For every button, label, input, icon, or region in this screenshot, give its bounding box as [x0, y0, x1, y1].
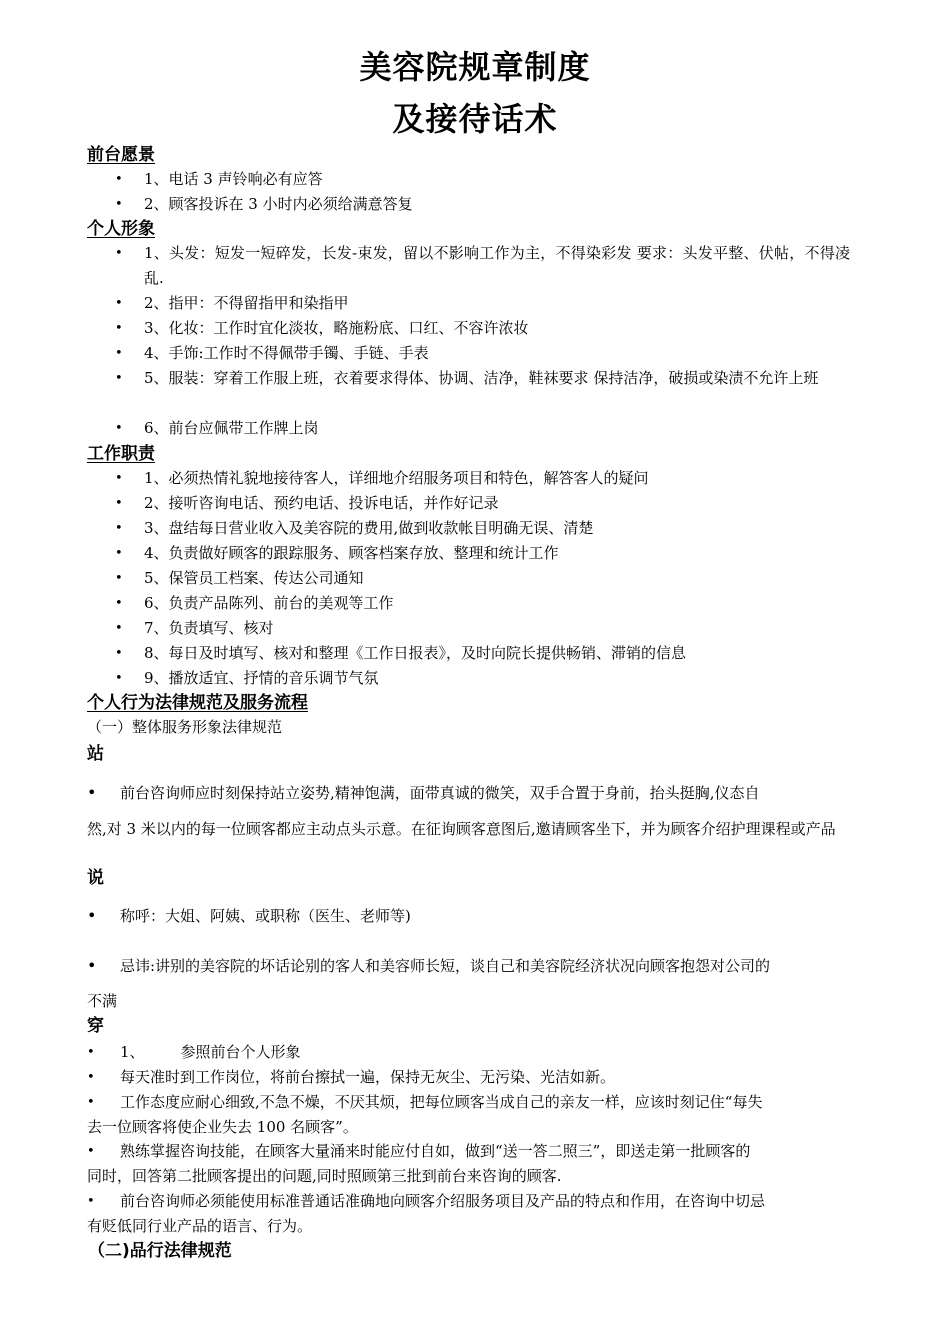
list-item: • 4、负责做好顾客的跟踪服务、顾客档案存放、整理和统计工作: [108, 541, 850, 566]
bullet-icon: •: [115, 197, 123, 212]
bullet-icon: •: [115, 596, 123, 611]
list-item: • 6、前台应佩带工作牌上岗: [108, 416, 850, 441]
section-heading-conduct: 个人行为法律规范及服务流程: [87, 693, 308, 713]
bullet-icon: •: [115, 346, 123, 361]
subsection-heading: （一）整体服务形象法律规范: [87, 718, 283, 736]
label-wear: 穿: [87, 1016, 104, 1036]
bullet-icon: •: [115, 646, 123, 661]
list-item: • 9、播放适宜、抒情的音乐调节气氛: [108, 666, 850, 691]
document-subtitle: 及接待话术: [392, 100, 558, 138]
list-item: • 1、 参照前台个人形象: [87, 1040, 850, 1065]
bullet-icon: •: [87, 1095, 95, 1110]
list-item: • 8、每日及时填写、核对和整理《工作日报表》，及时向院长提供畅销、滞销的信息: [108, 641, 850, 666]
list-item: • 3、盘结每日营业收入及美容院的费用,做到收款帐目明确无误、清楚: [108, 516, 850, 541]
bullet-icon: •: [87, 783, 97, 802]
list-item: • 2、指甲：不得留指甲和染指甲: [108, 291, 850, 316]
bullet-icon: •: [115, 546, 123, 561]
bullet-icon: •: [115, 246, 123, 261]
list-item: • 工作态度应耐心细致,不急不燥，不厌其烦，把每位顾客当成自己的亲友一样，应该时刻记住“每失 去一位顾客将使企业失去 100 名顾客”。: [87, 1090, 850, 1140]
bullet-icon: •: [115, 471, 123, 486]
bullet-icon: •: [115, 371, 123, 386]
section-heading-conduct-2: （二)品行法律规范: [88, 1241, 232, 1261]
list-item: • 3、化妆：工作时宜化淡妆，略施粉底、口红、不容许浓妆: [108, 316, 850, 341]
list-item: • 4、手饰:工作时不得佩带手镯、手链、手表: [108, 341, 850, 366]
paragraph-speak-2-cont: 不满: [87, 992, 118, 1010]
paragraph-stand: • 前台咨询师应时刻保持站立姿势,精神饱满，面带真诚的微笑，双手合置于身前，抬头挺胸,仪态自: [87, 781, 850, 805]
bullet-icon: •: [87, 1194, 95, 1209]
bullet-icon: •: [115, 521, 123, 536]
list-item: • 5、保管员工档案、传达公司通知: [108, 566, 850, 591]
bullet-icon: •: [115, 621, 123, 636]
paragraph-speak-2: • 忌讳:讲别的美容院的坏话论别的客人和美容师长短，谈自己和美容院经济状况向顾客抱怨对公司的: [87, 954, 850, 978]
document-title: 美容院规章制度: [359, 48, 591, 86]
bullet-icon: •: [115, 296, 123, 311]
list-item: • 5、服装：穿着工作服上班，衣着要求得体、协调、洁净，鞋袜要求 保持洁净，破损或染渍不允许上班: [108, 366, 850, 391]
section-heading-duties: 工作职责: [87, 444, 155, 464]
bullet-icon: •: [115, 671, 123, 686]
list-item: • 1、电话 3 声铃响必有应答: [108, 167, 850, 192]
list-item: • 熟练掌握咨询技能，在顾客大量涌来时能应付自如，做到“送一答二照三”，即送走第一批顾客的 同时，回答第二批顾客提出的问题,同时照顾第三批到前台来咨询的顾客.: [87, 1139, 850, 1189]
bullet-icon: •: [87, 1070, 95, 1085]
bullet-icon: •: [87, 956, 97, 975]
paragraph-speak-1: • 称呼：大姐、阿姨、或职称（医生、老师等): [87, 904, 850, 928]
list-item: • 2、顾客投诉在 3 小时内必须给满意答复: [108, 192, 850, 217]
list-item: • 7、负责填写、核对: [108, 616, 850, 641]
label-stand: 站: [87, 744, 104, 764]
list-item: • 6、负责产品陈列、前台的美观等工作: [108, 591, 850, 616]
bullet-icon: •: [115, 172, 123, 187]
bullet-icon: •: [115, 496, 123, 511]
list-item: • 2、接听咨询电话、预约电话、投诉电话，并作好记录: [108, 491, 850, 516]
label-speak: 说: [87, 868, 104, 888]
list-item: • 1、头发：短发一短碎发，长发-束发，留以不影响工作为主，不得染彩发 要求：头发平整、伏帖，不得凌乱.: [108, 241, 850, 291]
bullet-icon: •: [115, 421, 123, 436]
list-item: • 1、必须热情礼貌地接待客人，详细地介绍服务项目和特色，解答客人的疑问: [108, 466, 850, 491]
bullet-icon: •: [87, 1045, 95, 1060]
section-heading-image: 个人形象: [87, 219, 155, 239]
list-item: • 前台咨询师必须能使用标准普通话准确地向顾客介绍服务项目及产品的特点和作用，在咨询中切忌 有贬低同行业产品的语言、行为。: [87, 1189, 850, 1239]
section-heading-vision: 前台愿景: [87, 145, 155, 165]
bullet-icon: •: [115, 571, 123, 586]
bullet-icon: •: [115, 321, 123, 336]
bullet-icon: •: [87, 906, 97, 925]
list-item: • 每天准时到工作岗位，将前台擦拭一遍，保持无灰尘、无污染、光洁如新。: [87, 1065, 850, 1090]
bullet-icon: •: [87, 1144, 95, 1159]
paragraph-stand-cont: 然,对 3 米以内的每一位顾客都应主动点头示意。在征询顾客意图后,邀请顾客坐下，并为顾客介绍护理课程或产品: [87, 820, 836, 838]
